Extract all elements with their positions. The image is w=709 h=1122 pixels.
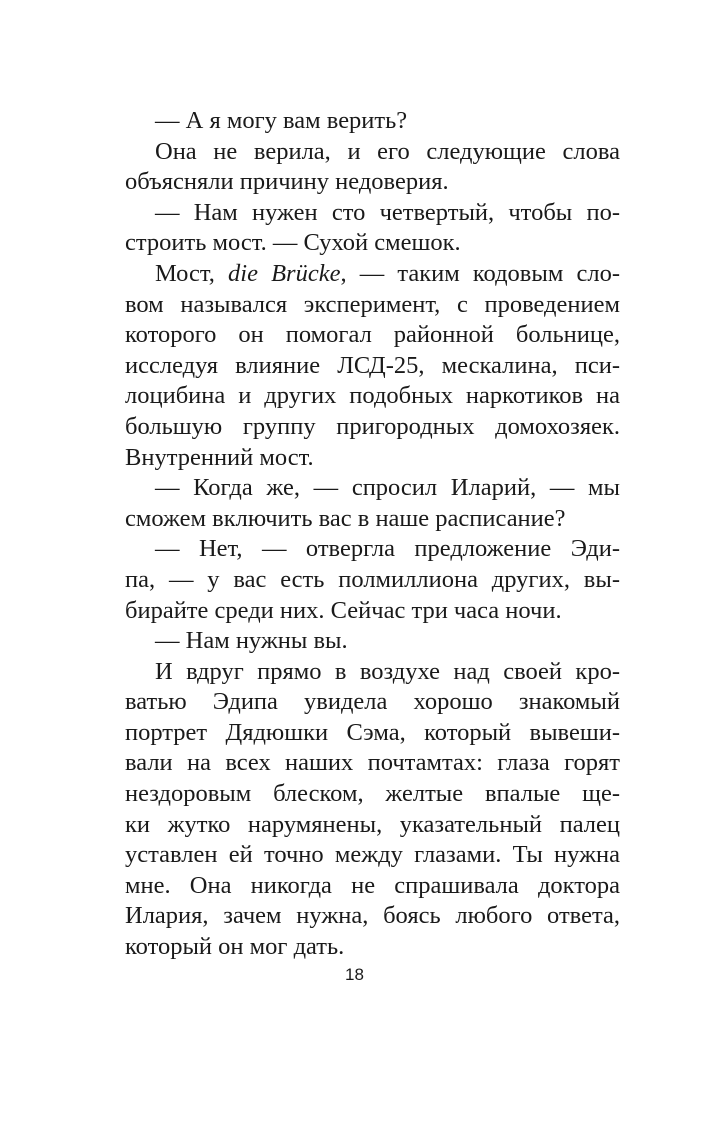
text-line (125, 534, 620, 565)
text-segment: И вдруг прямо в воздухе над своей кро- (155, 657, 620, 685)
text-segment: мне. Она никогда не спрашивала доктора (125, 871, 620, 899)
text-line (125, 779, 620, 810)
text-segment: вом назывался эксперимент, с проведением (125, 290, 620, 318)
text-segment: ки жутко нарумянены, указательный палец (125, 810, 620, 838)
text-line (125, 901, 620, 932)
text-line (125, 810, 620, 841)
text-line (125, 290, 620, 321)
text-segment: па, — у вас есть полмиллиона других, вы- (125, 565, 620, 593)
text-segment: портрет Дядюшки Сэма, который вывеши- (125, 718, 620, 746)
text-line (125, 228, 620, 259)
text-line (125, 259, 620, 290)
text-segment: нездоровым блеском, желтые впалые ще- (125, 780, 620, 808)
text-segment: лоцибина и других подобных наркотиков на (125, 382, 620, 410)
text-segment: — Нам нужен сто четвертый, чтобы по- (155, 198, 620, 226)
text-segment: — А я могу вам верить? (155, 107, 408, 134)
text-segment: вали на всех наших почтамтах: глаза горят (125, 749, 620, 777)
text-line (125, 504, 620, 535)
text-line (125, 198, 620, 229)
text-line (125, 412, 620, 443)
body-text (125, 106, 620, 963)
text-segment: объясняли причину недоверия. (125, 168, 449, 196)
text-line (125, 320, 620, 351)
text-line (125, 596, 620, 627)
text-line (125, 748, 620, 779)
text-line (125, 871, 620, 902)
italic-phrase: die Brücke (228, 259, 341, 287)
text-segment: сможем включить вас в наше расписание? (125, 504, 566, 532)
text-line (125, 351, 620, 382)
text-segment: Илария, зачем нужна, боясь любого ответа, (125, 902, 620, 930)
text-segment: большую группу пригородных домохозяек. (125, 412, 620, 440)
text-line (125, 687, 620, 718)
text-segment: ватью Эдипа увидела хорошо знакомый (125, 688, 620, 716)
text-line (125, 657, 620, 688)
text-segment: Она не верила, и его следующие слова (155, 137, 620, 165)
text-line (125, 718, 620, 749)
text-line (125, 167, 620, 198)
text-segment: которого он помогал районной больнице, (125, 321, 620, 349)
text-line (125, 443, 620, 474)
page-number: 18 (345, 965, 364, 984)
text-segment: — Когда же, — спросил Иларий, — мы (155, 474, 620, 502)
text-line (125, 840, 620, 871)
text-segment: — Нам нужны вы. (155, 627, 348, 655)
text-segment: строить мост. — Сухой смешок. (125, 229, 461, 257)
text-line (125, 381, 620, 412)
text-segment: исследуя влияние ЛСД-25, мескалина, пси- (125, 351, 620, 379)
text-segment: , — таким кодовым сло- (340, 259, 620, 287)
text-segment: — Нет, — отвергла предложение Эди- (155, 535, 620, 563)
text-line (125, 565, 620, 596)
text-line (125, 137, 620, 168)
text-line (125, 626, 620, 657)
text-line (125, 932, 620, 963)
text-segment: уставлен ей точно между глазами. Ты нужна (125, 841, 620, 869)
text-line (125, 473, 620, 504)
text-segment: Внутренний мост. (125, 443, 314, 471)
text-segment: Мост, (155, 259, 229, 287)
text-line (125, 106, 620, 137)
text-segment: бирайте среди них. Сейчас три часа ночи. (125, 596, 562, 624)
text-segment: который он мог дать. (125, 933, 345, 961)
